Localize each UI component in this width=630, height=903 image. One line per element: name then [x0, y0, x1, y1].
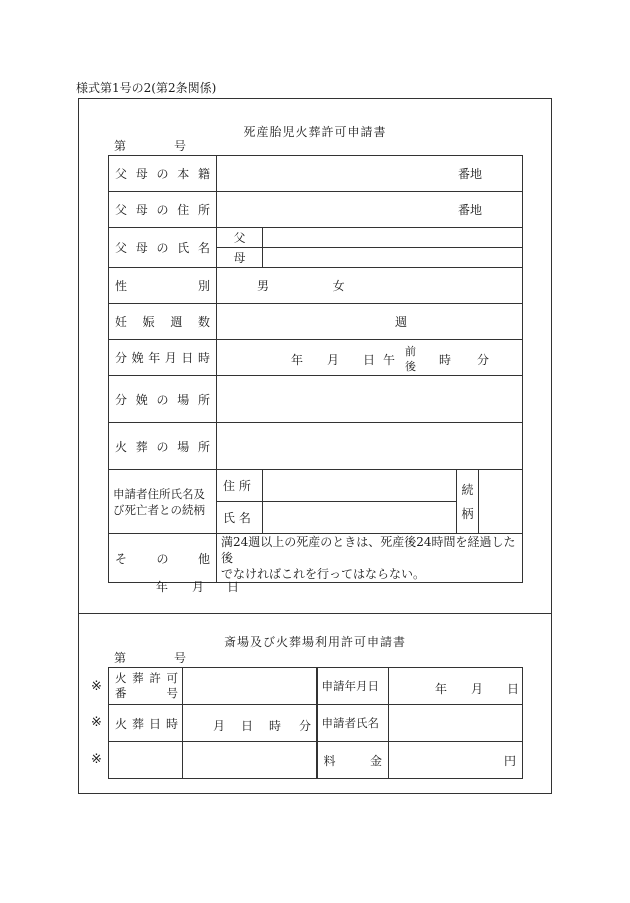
dt-before: 前 — [405, 345, 416, 358]
section1-number-suffix: 号 — [174, 139, 187, 153]
label-father: 父 — [217, 228, 263, 248]
row-fee — [109, 742, 523, 779]
ct-month: 月 — [213, 719, 226, 733]
row-cremation-time — [109, 705, 523, 742]
note-other: 満24週以上の死産のときは、死産後24時間を経過した後 でなければこれを行ってはならない。 — [217, 534, 523, 583]
dt-noon: 午 — [383, 353, 396, 367]
label-weeks: 妊 娠 週 数 — [115, 315, 210, 329]
label-cremation-time: 火 葬 日 時 — [115, 716, 178, 731]
field-fee-left1[interactable] — [109, 742, 183, 779]
field-sex[interactable] — [217, 268, 523, 304]
label-mother: 母 — [217, 248, 263, 268]
row-cremation-place — [109, 423, 523, 470]
date-month: 月 — [192, 580, 205, 594]
option-female[interactable]: 女 — [332, 279, 345, 293]
ct-hour: 時 — [269, 719, 282, 733]
row-honseki — [109, 156, 523, 192]
honseki-suffix: 番地 — [458, 167, 483, 181]
label-relationship: 続 柄 — [457, 470, 479, 534]
field-applicant-name[interactable] — [263, 502, 457, 534]
section2-number-label: 第 — [114, 651, 127, 665]
field-cremation-time[interactable] — [183, 705, 317, 742]
field-fee[interactable] — [389, 742, 523, 779]
field-permit-no[interactable] — [183, 668, 317, 705]
section1-number-label: 第 — [114, 139, 127, 153]
field-father-name[interactable] — [263, 228, 523, 248]
section1-title: 死産胎児火葬許可申請書 — [243, 125, 387, 139]
field-application-date[interactable] — [389, 668, 523, 705]
field-fee-left2[interactable] — [183, 742, 317, 779]
dt-month: 月 — [327, 353, 340, 367]
row-father-name — [109, 228, 523, 248]
section2-number-suffix: 号 — [174, 651, 187, 665]
mark-time: ※ — [91, 715, 102, 730]
dt-day: 日 — [363, 353, 376, 367]
app-day: 日 — [507, 682, 520, 696]
section-divider — [78, 613, 552, 614]
option-male[interactable]: 男 — [257, 279, 270, 293]
mark-fee: ※ — [91, 752, 102, 767]
label-address: 父 母 の 住 所 — [115, 203, 210, 217]
label-delivery-datetime: 分 娩 年 月 日 時 — [115, 351, 210, 365]
section2-table — [108, 667, 523, 779]
field-mother-name[interactable] — [263, 248, 523, 268]
label-other: そ の 他 — [115, 551, 210, 566]
label-delivery-place: 分 娩 の 場 所 — [115, 392, 210, 407]
field-applicant-address[interactable] — [263, 470, 457, 502]
section2-title: 斎場及び火葬場利用許可申請書 — [223, 635, 406, 649]
label-fee: 料 金 — [323, 753, 382, 768]
date-day: 日 — [227, 580, 240, 594]
label-permit-no: 火 葬 許 可 番 号 — [109, 668, 183, 705]
label-cremation-place: 火 葬 の 場 所 — [115, 439, 210, 454]
row-applicant-address — [109, 470, 523, 502]
field-weeks[interactable] — [217, 304, 523, 340]
weeks-unit: 週 — [395, 315, 408, 329]
row-other — [109, 534, 523, 583]
row-permit-no — [109, 668, 523, 705]
label-applicant-name2: 申請者氏名 — [317, 705, 389, 742]
field-honseki[interactable] — [217, 156, 523, 192]
dt-after: 後 — [405, 360, 416, 373]
section1-table — [108, 155, 523, 583]
field-applicant-name2[interactable] — [389, 705, 523, 742]
row-sex — [109, 268, 523, 304]
address-suffix: 番地 — [458, 203, 483, 217]
app-month: 月 — [471, 682, 484, 696]
field-delivery-datetime[interactable] — [217, 340, 523, 376]
app-year: 年 — [435, 682, 448, 696]
row-delivery-datetime — [109, 340, 523, 376]
label-applicant: 申請者住所氏名及 び死亡者との続柄 — [109, 470, 217, 534]
dt-year: 年 — [291, 353, 304, 367]
label-names: 父 母 の 氏 名 — [115, 241, 210, 255]
dt-hour: 時 — [439, 353, 452, 367]
date-year: 年 — [156, 580, 169, 594]
row-address — [109, 192, 523, 228]
form-code: 様式第1号の2(第2条関係) — [76, 81, 217, 95]
field-relationship[interactable] — [479, 470, 523, 534]
label-honseki: 父 母 の 本 籍 — [115, 167, 210, 181]
label-application-date: 申請年月日 — [317, 668, 389, 705]
mark-permit: ※ — [91, 679, 102, 694]
label-applicant-name: 氏 名 — [217, 502, 263, 534]
label-sex: 性 別 — [115, 279, 210, 293]
field-delivery-place[interactable] — [217, 376, 523, 423]
row-weeks — [109, 304, 523, 340]
fee-unit: 円 — [503, 753, 516, 768]
row-delivery-place — [109, 376, 523, 423]
ct-day: 日 — [241, 719, 254, 733]
ct-minute: 分 — [299, 719, 312, 733]
field-cremation-place[interactable] — [217, 423, 523, 470]
label-applicant-address: 住 所 — [217, 470, 263, 502]
dt-minute: 分 — [477, 353, 490, 367]
field-address[interactable] — [217, 192, 523, 228]
